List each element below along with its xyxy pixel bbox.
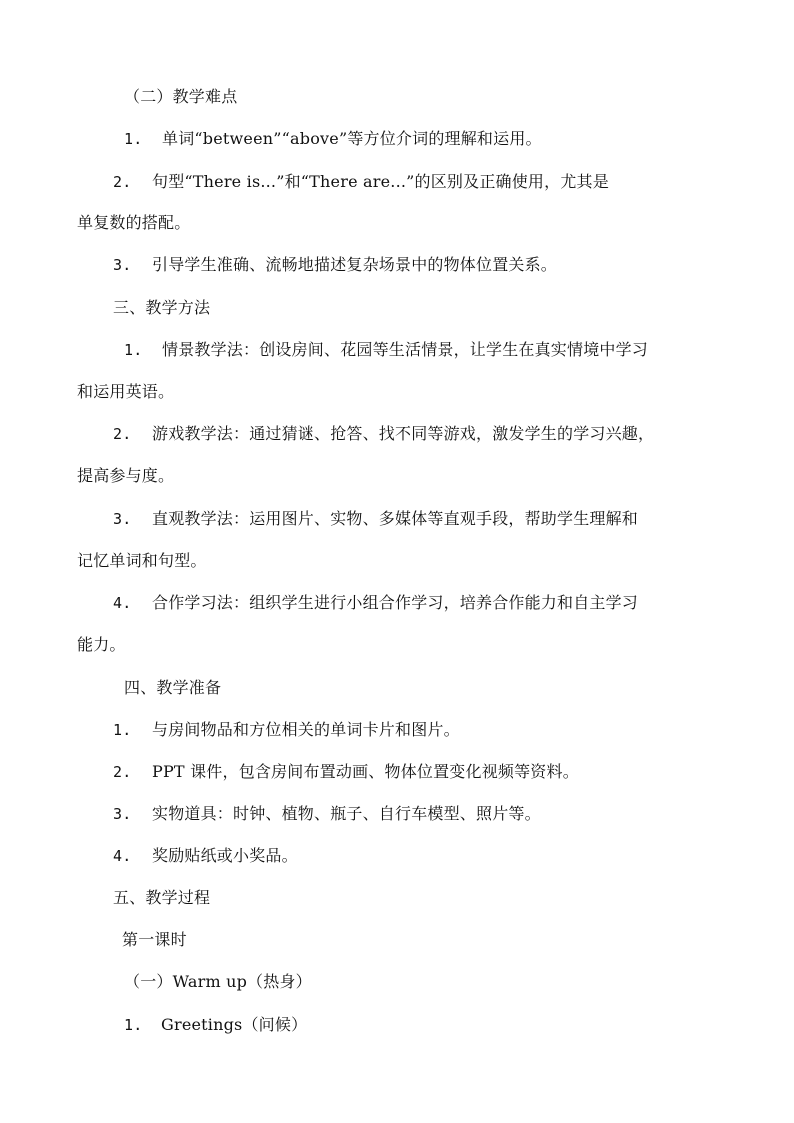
method-4-line-1: 合作学习法：组织学生进行小组合作学习，培养合作能力和自主学习 xyxy=(152,593,639,612)
difficulty-1-number: 1. xyxy=(124,130,143,148)
prep-4-number: 4. xyxy=(113,847,132,865)
prep-2-number: 2. xyxy=(113,763,132,781)
prep-4-text: 奖励贴纸或小奖品。 xyxy=(152,846,298,865)
difficulty-3-text: 引导学生准确、流畅地描述复杂场景中的物体位置关系。 xyxy=(152,255,558,274)
method-2-number: 2. xyxy=(113,425,132,443)
prep-1-number: 1. xyxy=(113,721,132,739)
greetings-number: 1. xyxy=(124,1016,143,1034)
method-1-line-1: 情景教学法：创设房间、花园等生活情景，让学生在真实情境中学习 xyxy=(162,340,649,359)
method-2-line-2: 提高参与度。 xyxy=(77,466,175,485)
warmup-heading: （一）Warm up（热身） xyxy=(124,972,312,991)
method-3-number: 3. xyxy=(113,510,132,528)
difficulty-3-number: 3. xyxy=(113,256,132,274)
method-1-line-2: 和运用英语。 xyxy=(77,382,175,401)
difficulty-2-number: 2. xyxy=(113,173,132,191)
section-5-heading: 五、教学过程 xyxy=(113,888,211,907)
method-2-line-1: 游戏教学法：通过猜谜、抢答、找不同等游戏，激发学生的学习兴趣， xyxy=(152,424,655,443)
method-4-line-2: 能力。 xyxy=(77,635,126,654)
section-4-heading: 四、教学准备 xyxy=(124,678,222,697)
method-3-line-2: 记忆单词和句型。 xyxy=(77,551,207,570)
prep-3-number: 3. xyxy=(113,805,132,823)
method-1-number: 1. xyxy=(124,341,143,359)
greetings-text: Greetings（问候） xyxy=(161,1015,308,1034)
lesson-1-heading: 第一课时 xyxy=(122,930,187,949)
method-3-line-1: 直观教学法：运用图片、实物、多媒体等直观手段，帮助学生理解和 xyxy=(152,509,639,528)
section-3-heading: 三、教学方法 xyxy=(113,298,211,317)
prep-3-text: 实物道具：时钟、植物、瓶子、自行车模型、照片等。 xyxy=(152,804,541,823)
difficulty-2-line-2: 单复数的搭配。 xyxy=(77,213,191,232)
section-2-heading: （二）教学难点 xyxy=(124,87,238,106)
method-4-number: 4. xyxy=(113,594,132,612)
difficulty-1-text: 单词“between”“above”等方位介词的理解和运用。 xyxy=(162,129,542,148)
prep-1-text: 与房间物品和方位相关的单词卡片和图片。 xyxy=(152,720,460,739)
difficulty-2-line-1: 句型“There is...”和“There are...”的区别及正确使用，尤其是 xyxy=(152,172,609,191)
prep-2-text: PPT 课件，包含房间布置动画、物体位置变化视频等资料。 xyxy=(152,762,579,781)
